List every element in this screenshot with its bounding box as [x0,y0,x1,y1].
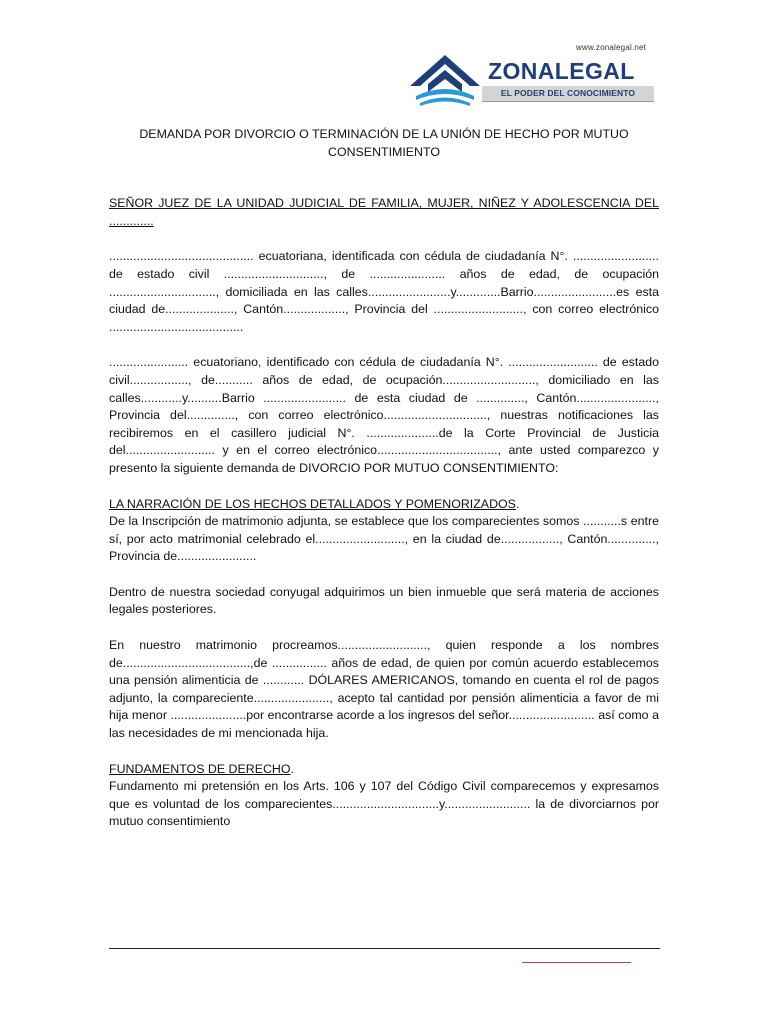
section-law: FUNDAMENTOS DE DERECHO. [109,761,294,776]
brand-name: ZONALEGAL [488,58,635,84]
document-body [109,126,659,831]
addressee: SEÑOR JUEZ DE LA UNIDAD JUDICIAL DE FAMILIA, MUJER, NIÑEZ Y ADOLESCENCIA DEL ............. [109,196,659,228]
title-line-2: CONSENTIMIENTO [328,144,440,159]
facts-paragraph-3: En nuestro matrimonio procreamos.........................., quien responde a los nombres de.....................................,de ................ años de edad, de quien por común acuerdo establecemos una pensión alimenticia de ............ DÓLARES AMERICANOS, tomando en cuenta el rol de pagos adjunto, la compareciente......................, acepto tal cantidad por pensión alimenticia a favor de mi hija menor ......................por encontrarse acorde a los ingresos del señor......................... así como a las necesidades de mi mencionada hija. [109,638,659,741]
section-facts: LA NARRACIÓN DE LOS HECHOS DETALLADOS Y POMENORIZADOS. [109,496,520,511]
brand-tagline: EL PODER DEL CONOCIMIENTO [482,86,654,102]
footer-accent-rule [522,962,631,963]
footer-rule [109,948,660,949]
logo-url: www.zonalegal.net [576,43,647,52]
party-2-paragraph: ....................... ecuatoriano, identificado con cédula de ciudadanía N°. .......................... de estado civil................., de........... años de edad, de ocupación..........................., domiciliado en las calles............y..........Barrio ........................ de esta ciudad de .............., Cantón......................., Provincia del.............., con correo electrónico.............................., nuestras notificaciones las recibiremos en el casillero judicial N°. .....................de la Corte Provincial de Justicia del.......................... y en el correo electrónico..................................., ante usted comparezco y presento la siguiente demanda de DIVORCIO POR MUTUO CONSENTIMIENTO: [109,355,659,475]
section-law-heading: FUNDAMENTOS DE DERECHO [109,761,291,776]
party-1-paragraph: .......................................... ecuatoriana, identificada con cédula de ciudadanía N°. ......................... de estado civil ............................., de ...................... años de edad, de ocupación ..............................., domiciliada en las calles........................y.............Barrio........................es esta ciudad de...................., Cantón.................., Provincia del .........................., con correo electrónico ....................................... [109,249,659,334]
law-paragraph-1: Fundamento mi pretensión en los Arts. 106 y 107 del Código Civil comparecemos y expresamos que es voluntad de los comparecientes...............................y......................... la de divorciarnos por mutuo consentimiento [109,779,659,829]
section-facts-heading: LA NARRACIÓN DE LOS HECHOS DETALLADOS Y POMENORIZADOS [109,496,516,511]
facts-paragraph-1: De la Inscripción de matrimonio adjunta, se establece que los comparecientes somos ...........s entre sí, por acto matrimonial celebrado el.........................., en la ciudad de................., Cantón.............., Provincia de....................... [109,514,659,564]
facts-paragraph-2: Dentro de nuestra sociedad conyugal adquirimos un bien inmueble que será materia de acciones legales posteriores. [109,584,659,617]
title-line-1: DEMANDA POR DIVORCIO O TERMINACIÓN DE LA UNIÓN DE HECHO POR MUTUO [139,127,629,141]
document-title [109,126,659,161]
zonalegal-logo-icon [408,52,482,110]
